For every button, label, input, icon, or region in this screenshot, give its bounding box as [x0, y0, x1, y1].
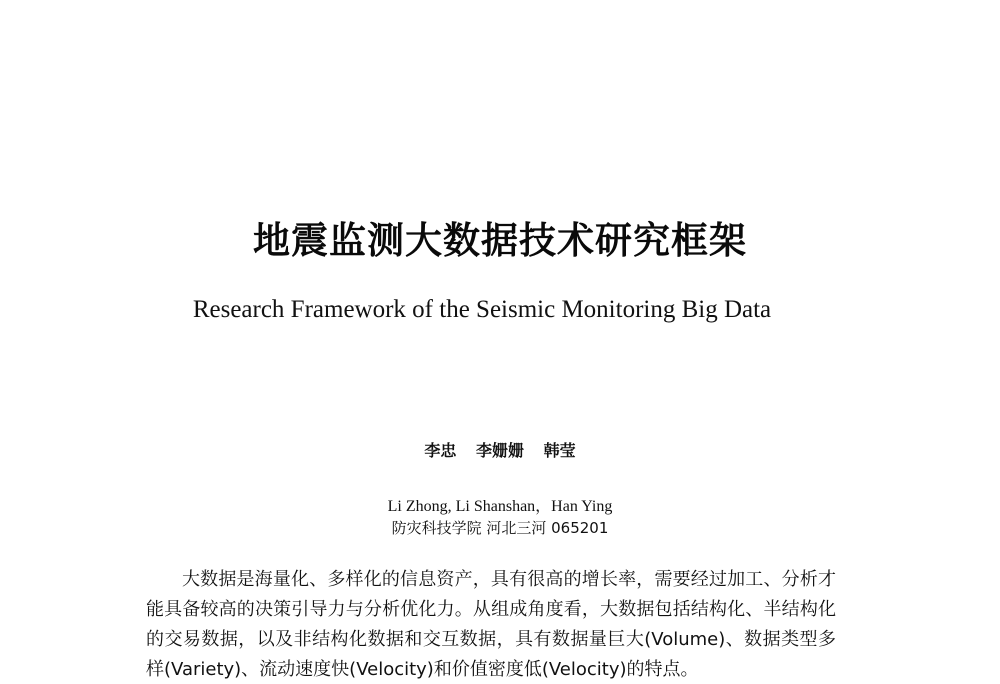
- authors-chinese: 李忠 李姗姗 韩莹: [424, 441, 576, 460]
- authors-english: Li Zhong, Li Shanshan，Han Ying: [387, 498, 613, 515]
- paper-title-chinese: 地震监测大数据技术研究框架: [253, 219, 747, 262]
- affiliation: 防灾科技学院 河北三河 065201: [391, 519, 609, 537]
- paper-title-english: Research Framework of the Seismic Monitoring Big Data: [192, 296, 772, 323]
- abstract-paragraph: 大数据是海量化、多样化的信息资产，具有很高的增长率，需要经过加工、分析才能具备较高的决策引导力与分析优化力。从组成角度看，大数据包括结构化、半结构化的交易数据，以及非结构化数据和交互数据，具有数据量巨大(Volume)、数据类型多样(Variety)、流动速度快(Velocity)和价值密度低(Velocity)的特点。: [146, 569, 836, 680]
